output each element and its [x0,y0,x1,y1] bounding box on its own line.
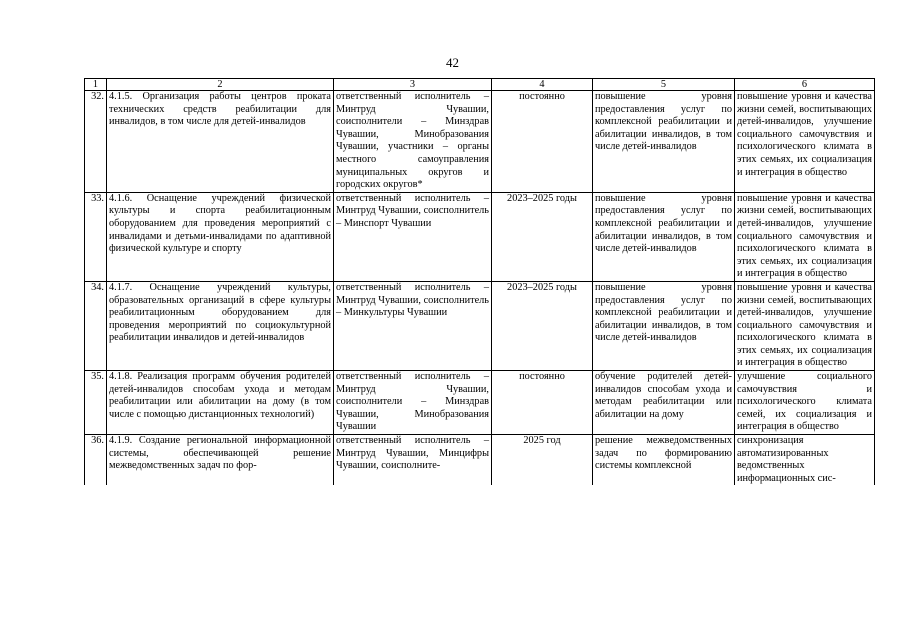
table-row [85,91,875,193]
measure-cell: 4.1.8. Реализация программ обучения родителей детей-инвалидов способам ухода и методам реабилитации или абилитации на дому (в том числе с помощью дистанционных технологий) [107,371,334,435]
column-header: 1 [85,79,107,91]
row-number: 34. [85,281,107,370]
result-cell: повышение уровня предоставления услуг по комплексной реабилитации и абилитации инвалидов, в том числе детей-инвалидов [593,281,735,370]
result-cell: решение межведомственных задач по формированию системы комплексной [593,435,735,486]
result-cell: повышение уровня предоставления услуг по комплексной реабилитации и абилитации инвалидов, в том числе детей-инвалидов [593,192,735,281]
measure-cell: 4.1.7. Оснащение учреждений культуры, образовательных организаций в сфере культуры реабилитационным оборудованием для проведения мероприятий по социокультурной реабилитации инвалидов и детей-инвалидов [107,281,334,370]
table-row [85,371,875,435]
column-header: 4 [492,79,593,91]
table-row [85,192,875,281]
executor-cell: ответственный исполнитель – Минтруд Чувашии, соисполнитель – Минспорт Чувашии [334,192,492,281]
executor-cell: ответственный исполнитель – Минтруд Чувашии, соисполнители – Минздрав Чувашии, Минобразования Чувашии [334,371,492,435]
executor-cell: ответственный исполнитель – Минтруд Чувашии, Минцифры Чувашии, соисполните- [334,435,492,486]
executor-cell: ответственный исполнитель – Минтруд Чувашии, соисполнитель – Минкультуры Чувашии [334,281,492,370]
column-header: 3 [334,79,492,91]
table-row [85,435,875,486]
table-row [85,281,875,370]
term-cell: 2023–2025 годы [492,192,593,281]
header-row [85,79,875,91]
term-cell: 2025 год [492,435,593,486]
term-cell: постоянно [492,91,593,193]
measure-cell: 4.1.6. Оснащение учреждений физической культуры и спорта реабилитационным оборудованием для проведения мероприятий с инвалидами и детьми-инвалидами по адаптивной физической культуре и спорту [107,192,334,281]
effect-cell: улучшение социального самочувствия и психологического климата семей, их социализация и интеграция в общество [735,371,875,435]
result-cell: обучение родителей детей-инвалидов способам ухода и методам реабилитации или абилитации на дому [593,371,735,435]
row-number: 33. [85,192,107,281]
effect-cell: повышение уровня и качества жизни семей, воспитывающих детей-инвалидов, улучшение социального самочувствия и психологического климата в этих семьях, их социализация и интеграция в общество [735,192,875,281]
term-cell: 2023–2025 годы [492,281,593,370]
executor-cell: ответственный исполнитель – Минтруд Чувашии, соисполнители – Минздрав Чувашии, Минобразования Чувашии, участники – органы местного самоуправления муниципальных округов и городских округов* [334,91,492,193]
column-header: 6 [735,79,875,91]
result-cell: повышение уровня предоставления услуг по комплексной реабилитации и абилитации инвалидов, в том числе детей-инвалидов [593,91,735,193]
column-header: 5 [593,79,735,91]
row-number: 35. [85,371,107,435]
row-number: 32. [85,91,107,193]
effect-cell: повышение уровня и качества жизни семей, воспитывающих детей-инвалидов, улучшение социального самочувствия и психологического климата в этих семьях, их социализация и интеграция в общество [735,281,875,370]
measure-cell: 4.1.5. Организация работы центров проката технических средств реабилитации для инвалидов, в том числе для детей-инвалидов [107,91,334,193]
measures-table [84,78,875,485]
effect-cell: повышение уровня и качества жизни семей, воспитывающих детей-инвалидов, улучшение социального самочувствия и психологического климата в этих семьях, их социализация и интеграция в общество [735,91,875,193]
column-header: 2 [107,79,334,91]
row-number: 36. [85,435,107,486]
term-cell: постоянно [492,371,593,435]
measure-cell: 4.1.9. Создание региональной информационной системы, обеспечивающей решение межведомственных задач по фор- [107,435,334,486]
effect-cell: синхронизация автоматизированных ведомственных информационных сис- [735,435,875,486]
page-number: 42 [446,55,459,70]
